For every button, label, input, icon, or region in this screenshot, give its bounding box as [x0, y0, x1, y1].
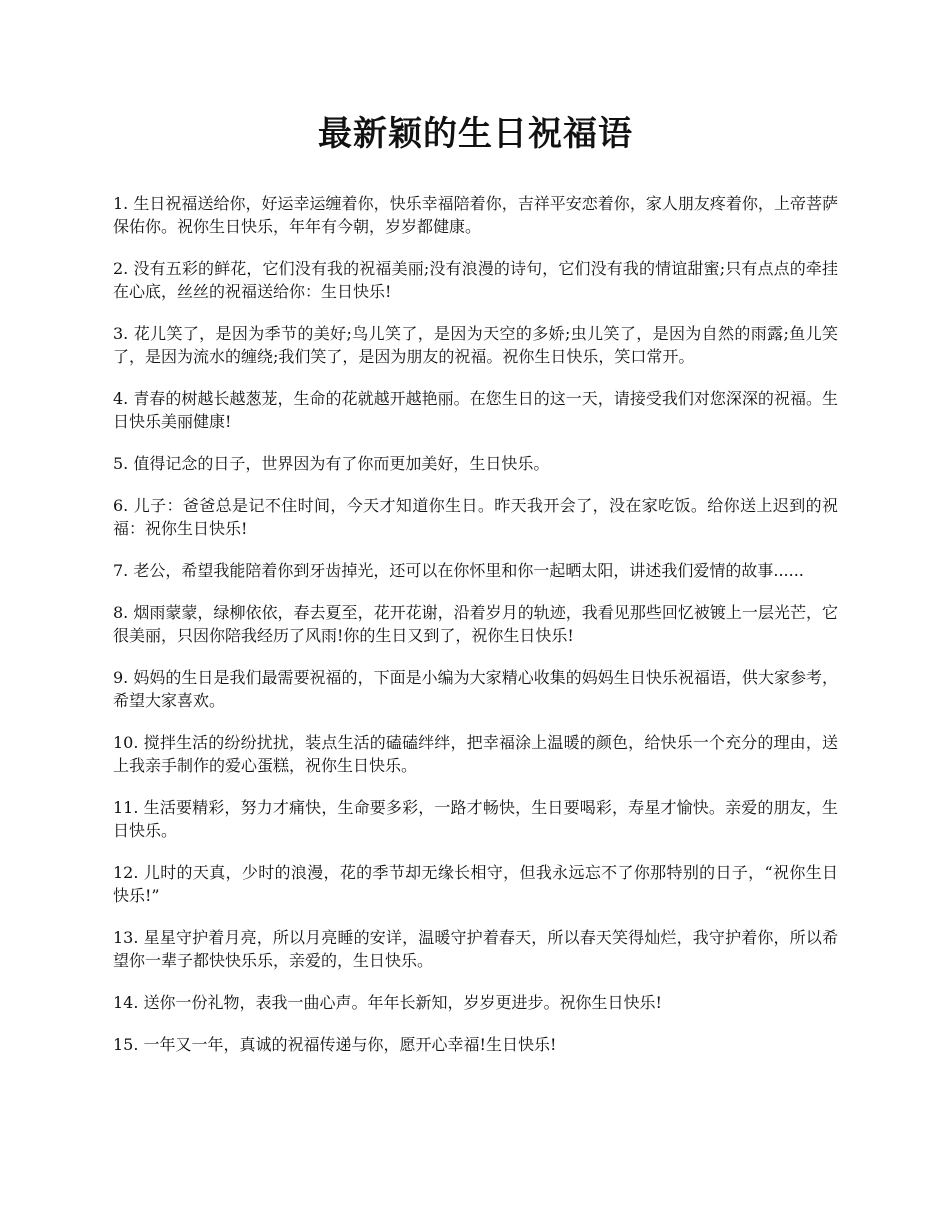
list-item: 4. 青春的树越长越葱茏，生命的花就越开越艳丽。在您生日的这一天，请接受我们对您深深的祝福。生日快乐美丽健康!	[113, 389, 838, 431]
list-item: 3. 花儿笑了，是因为季节的美好;鸟儿笑了，是因为天空的多娇;虫儿笑了，是因为自然的雨露;鱼儿笑了，是因为流水的缠绕;我们笑了，是因为朋友的祝福。祝你生日快乐，笑口常开。	[113, 324, 838, 366]
list-item: 14. 送你一份礼物，表我一曲心声。年年长新知，岁岁更进步。祝你生日快乐!	[113, 993, 662, 1012]
list-item: 5. 值得记念的日子，世界因为有了你而更加美好，生日快乐。	[113, 454, 550, 473]
blessing-list	[113, 192, 838, 1056]
list-item: 2. 没有五彩的鲜花，它们没有我的祝福美丽;没有浪漫的诗句，它们没有我的情谊甜蜜;只有点点的牵挂在心底，丝丝的祝福送给你：生日快乐!	[113, 259, 838, 301]
page-title: 最新颖的生日祝福语	[318, 114, 633, 154]
list-item: 1. 生日祝福送给你，好运幸运缠着你，快乐幸福陪着你，吉祥平安恋着你，家人朋友疼着你，上帝菩萨保佑你。祝你生日快乐，年年有今朝，岁岁都健康。	[113, 194, 838, 236]
list-item: 10. 搅拌生活的纷纷扰扰，装点生活的磕磕绊绊，把幸福涂上温暖的颜色，给快乐一个充分的理由，送上我亲手制作的爱心蛋糕，祝你生日快乐。	[113, 733, 838, 775]
list-item: 13. 星星守护着月亮，所以月亮睡的安详，温暖守护着春天，所以春天笑得灿烂，我守护着你，所以希望你一辈子都快快乐乐，亲爱的，生日快乐。	[113, 928, 838, 970]
list-item: 6. 儿子：爸爸总是记不住时间，今天才知道你生日。昨天我开会了，没在家吃饭。给你送上迟到的祝福：祝你生日快乐!	[113, 496, 838, 538]
list-item: 8. 烟雨蒙蒙，绿柳依依，春去夏至，花开花谢，沿着岁月的轨迹，我看见那些回忆被镀上一层光芒，它很美丽，只因你陪我经历了风雨!你的生日又到了，祝你生日快乐!	[113, 603, 838, 645]
list-item: 12. 儿时的天真，少时的浪漫，花的季节却无缘长相守，但我永远忘不了你那特别的日子，“祝你生日快乐!”	[113, 863, 838, 905]
list-item: 15. 一年又一年，真诚的祝福传递与你，愿开心幸福!生日快乐!	[113, 1035, 557, 1054]
list-item: 7. 老公，希望我能陪着你到牙齿掉光，还可以在你怀里和你一起晒太阳，讲述我们爱情的故事......	[113, 561, 804, 580]
list-item: 11. 生活要精彩，努力才痛快，生命要多彩，一路才畅快，生日要喝彩，寿星才愉快。亲爱的朋友，生日快乐。	[113, 798, 838, 840]
list-item: 9. 妈妈的生日是我们最需要祝福的，下面是小编为大家精心收集的妈妈生日快乐祝福语，供大家参考，希望大家喜欢。	[113, 668, 838, 710]
